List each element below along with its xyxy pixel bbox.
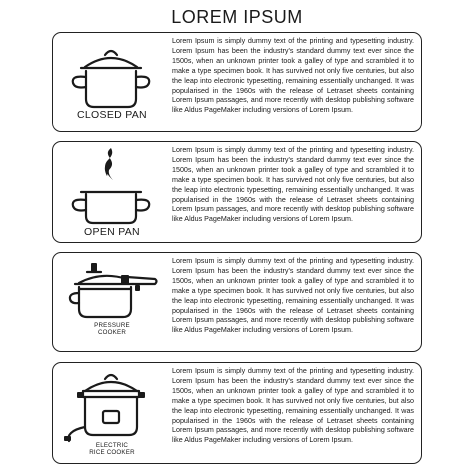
caption-line: RICE COOKER xyxy=(89,448,135,456)
card-pressure-cooker xyxy=(52,252,422,352)
page-title: LOREM IPSUM xyxy=(171,7,303,27)
description-text: Lorem Ipsum is simply dummy text of the printing and typesetting industry. Lorem Ipsum has been the industry's standard dummy text ever since the 1500s, when an unknown printer took a galley of type and scrambled it to make a type specimen book. It has survived not only five centuries, but also the leap into electronic typesetting, remaining essentially unchanged. It was popularised in the 1960s with the release of Letraset sheets containing Lorem Ipsum passages, and more recently with desktop publishing software like Aldus PageMaker including versions of Lorem Ipsum. xyxy=(172,37,414,115)
caption-line: COOKER xyxy=(97,328,127,336)
icon-column xyxy=(53,33,171,131)
caption-line: ELECTRIC xyxy=(95,442,129,449)
icon-column xyxy=(53,142,171,242)
closed-pan-icon xyxy=(61,39,161,111)
caption-line: PRESSURE xyxy=(94,322,130,329)
pressure-cooker-icon xyxy=(61,259,161,321)
card-electric-rice-cooker xyxy=(52,362,422,464)
card-closed-pan xyxy=(52,32,422,132)
icon-column xyxy=(53,253,171,351)
caption-line: OPEN PAN xyxy=(84,226,140,238)
icon-column xyxy=(53,363,171,463)
description-text: Lorem Ipsum is simply dummy text of the printing and typesetting industry. Lorem Ipsum has been the industry's standard dummy text ever since the 1500s, when an unknown printer took a galley of type and scrambled it to make a type specimen book. It has survived not only five centuries, but also the leap into electronic typesetting, remaining essentially unchanged. It was popularised in the 1960s with the release of Letraset sheets containing Lorem Ipsum passages, and more recently with desktop publishing software like Aldus PageMaker including versions of Lorem Ipsum. xyxy=(172,367,414,445)
caption-line: CLOSED PAN xyxy=(77,109,147,121)
description-text: Lorem Ipsum is simply dummy text of the printing and typesetting industry. Lorem Ipsum has been the industry's standard dummy text ever since the 1500s, when an unknown printer took a galley of type and scrambled it to make a type specimen book. It has survived not only five centuries, but also the leap into electronic typesetting, remaining essentially unchanged. It was popularised in the 1960s with the release of Letraset sheets containing Lorem Ipsum passages, and more recently with desktop publishing software like Aldus PageMaker including versions of Lorem Ipsum. xyxy=(172,146,414,224)
card-open-pan xyxy=(52,141,422,243)
open-pan-steam-icon xyxy=(61,146,161,226)
electric-rice-cooker-icon xyxy=(61,367,161,443)
description-text: Lorem Ipsum is simply dummy text of the printing and typesetting industry. Lorem Ipsum has been the industry's standard dummy text ever since the 1500s, when an unknown printer took a galley of type and scrambled it to make a type specimen book. It has survived not only five centuries, but also the leap into electronic typesetting, remaining essentially unchanged. It was popularised in the 1960s with the release of Letraset sheets containing Lorem Ipsum passages, and more recently with desktop publishing software like Aldus PageMaker including versions of Lorem Ipsum. xyxy=(172,257,414,335)
